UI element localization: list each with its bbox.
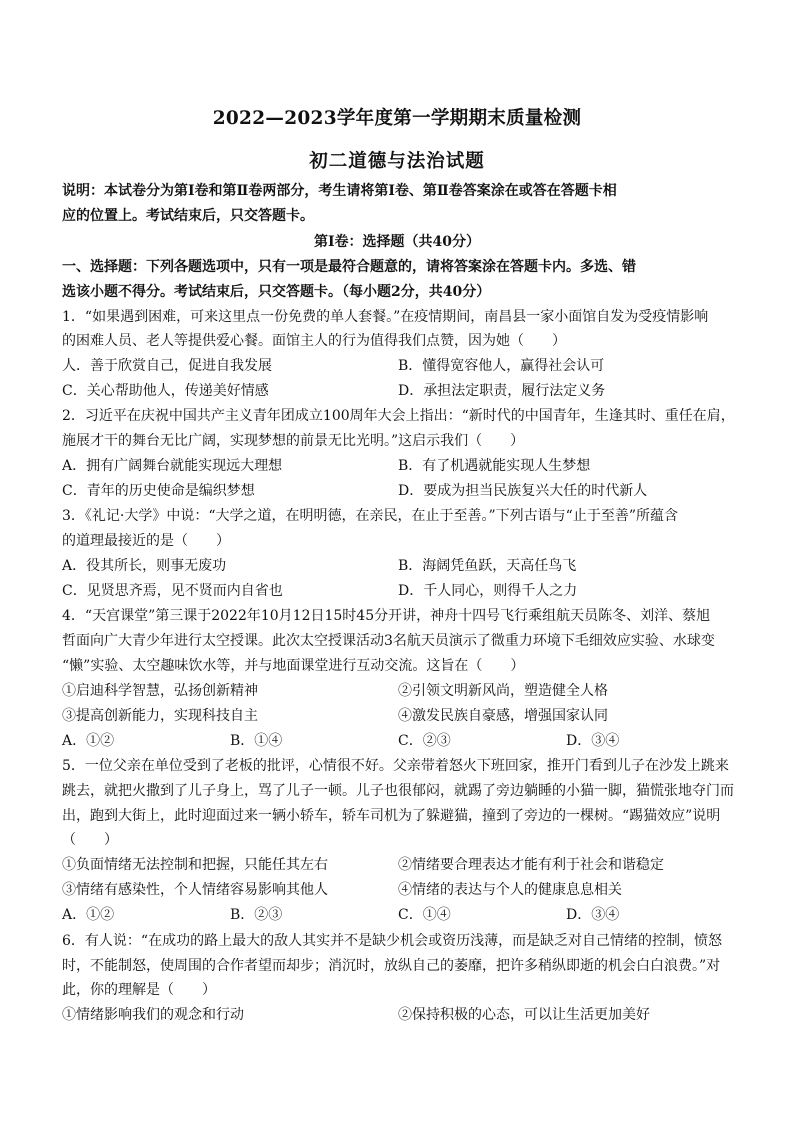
- question-5-stem: 跳去，就把火撒到了儿子身上，骂了儿子一顿。儿子也很郁闷，就踢了旁边躺睡的小猫一脚，猫慌张地夺门而: [62, 783, 734, 799]
- question-1-option-a: 人．善于欣赏自己，促进自我发展: [62, 358, 272, 374]
- question-2-option-b: B．有了机遇就能实现人生梦想: [398, 458, 591, 474]
- exam-title: 2022—2023学年度第一学期期末质量检测: [212, 108, 582, 129]
- question-1-option-c: C．关心帮助他人，传递美好情感: [62, 383, 269, 399]
- question-4-stem: “懒”实验、太空趣味饮水等，并与地面课堂进行互动交流。这旨在（ ）: [62, 658, 525, 674]
- question-1-stem: 的困难人员、老人等提供爱心餐。面馆主人的行为值得我们点赞，因为她（ ）: [62, 333, 566, 349]
- question-5-option-d: D．③④: [566, 907, 620, 923]
- question-4-stem: 4．“天宫课堂”第三课于2022年10月12日15时45分开讲，神舟十四号飞行乘组航天员陈冬、刘洋、蔡旭: [62, 608, 711, 624]
- question-4-item-4: ④激发民族自豪感，增强国家认同: [398, 708, 608, 724]
- question-1-option-d: D．承担法定职责，履行法定义务: [398, 383, 606, 399]
- question-5-stem: （ ）: [62, 832, 118, 848]
- question-6-stem: 时，不能制怒，使周围的合作者望而却步；消沉时，放纵自己的萎靡，把许多稍纵即逝的机会白白浪费。”对: [62, 958, 721, 974]
- exam-subtitle: 初二道德与法治试题: [309, 151, 485, 172]
- question-5-option-c: C．①④: [398, 907, 451, 923]
- question-2-stem: 2．习近平在庆祝中国共产主义青年团成立100周年大会上指出：“新时代的中国青年，生逢其时、重任在肩，: [62, 408, 735, 424]
- question-6-item-1: ①情绪影响我们的观念和行动: [62, 1007, 244, 1023]
- question-2-option-a: A．拥有广阔舞台就能实现远大理想: [62, 458, 283, 474]
- question-3-stem: 的道理最接近的是（ ）: [62, 533, 230, 549]
- question-3-option-a: A．役其所长，则事无废功: [62, 558, 227, 574]
- question-5-stem: 出，跑到大街上，此时迎面过来一辆小轿车，轿车司机为了躲避猫，撞到了旁边的一棵树。“踢猫效应”说明: [62, 808, 721, 824]
- instructions-line-2: 应的位置上。考试结束后，只交答题卡。: [62, 208, 314, 224]
- question-4-item-1: ①启迪科学智慧，弘扬创新精神: [62, 683, 258, 699]
- question-4-item-2: ②引领文明新风尚，塑造健全人格: [398, 683, 608, 699]
- question-5-item-4: ④情绪的表达与个人的健康息息相关: [398, 882, 622, 898]
- question-4-stem: 哲面向广大青少年进行太空授课。此次太空授课活动3名航天员演示了微重力环境下毛细效应实验、水球变: [62, 633, 715, 649]
- question-5-item-1: ①负面情绪无法控制和把握，只能任其左右: [62, 857, 328, 873]
- question-5-option-a: A．①②: [62, 907, 115, 923]
- question-1-stem: 1．“如果遇到困难，可来这里点一份免费的单人套餐。”在疫情期间，南昌县一家小面馆自发为受疫情影响: [62, 309, 709, 325]
- question-2-option-d: D．要成为担当民族复兴大任的时代新人: [398, 483, 648, 499]
- question-4-option-b: B．①④: [230, 733, 283, 749]
- question-3-option-d: D．千人同心，则得千人之力: [398, 583, 578, 599]
- question-2-option-c: C．青年的历史使命是编织梦想: [62, 483, 255, 499]
- question-3-option-b: B．海阔凭鱼跃，天高任鸟飞: [398, 558, 577, 574]
- question-6-item-2: ②保持积极的心态，可以让生活更加美好: [398, 1007, 650, 1023]
- question-4-option-c: C．②③: [398, 733, 451, 749]
- question-6-stem: 此，你的理解是（ ）: [62, 982, 216, 998]
- section-instructions-2: 选该小题不得分。考试结束后，只交答题卡。（每小题2分，共40分）: [62, 284, 491, 300]
- question-5-option-b: B．②③: [230, 907, 283, 923]
- question-5-stem: 5．一位父亲在单位受到了老板的批评，心情很不好。父亲带着怒火下班回家，推开门看到儿子在沙发上跳来: [62, 758, 729, 774]
- question-5-item-2: ②情绪要合理表达才能有利于社会和谐稳定: [398, 857, 664, 873]
- question-2-stem: 施展才干的舞台无比广阔，实现梦想的前景无比光明。”这启示我们（ ）: [62, 433, 525, 449]
- question-3-option-c: C．见贤思齐焉，见不贤而内自省也: [62, 583, 283, 599]
- question-3-stem: 3．《礼记·大学》中说：“大学之道，在明明德，在亲民，在止于至善。”下列古语与“止于至善”所蕴含: [62, 508, 678, 524]
- section-instructions-1: 一、选择题：下列各题选项中，只有一项是最符合题意的，请将答案涂在答题卡内。多选、错: [62, 259, 636, 275]
- question-5-item-3: ③情绪有感染性，个人情绪容易影响其他人: [62, 882, 328, 898]
- question-4-option-a: A．①②: [62, 733, 115, 749]
- instructions-line-1: 说明：本试卷分为第Ⅰ卷和第Ⅱ卷两部分，考生请将第Ⅰ卷、第Ⅱ卷答案涂在或答在答题卡相: [62, 183, 617, 199]
- question-6-stem: 6．有人说：“在成功的路上最大的敌人其实并不是缺少机会或资历浅薄，而是缺乏对自己情绪的控制，愤怒: [62, 933, 723, 949]
- question-4-item-3: ③提高创新能力，实现科技自主: [62, 708, 258, 724]
- question-1-option-b: B．懂得宽容他人，赢得社会认可: [398, 358, 605, 374]
- question-4-option-d: D．③④: [566, 733, 620, 749]
- section-heading: 第Ⅰ卷：选择题（共40分）: [313, 234, 481, 250]
